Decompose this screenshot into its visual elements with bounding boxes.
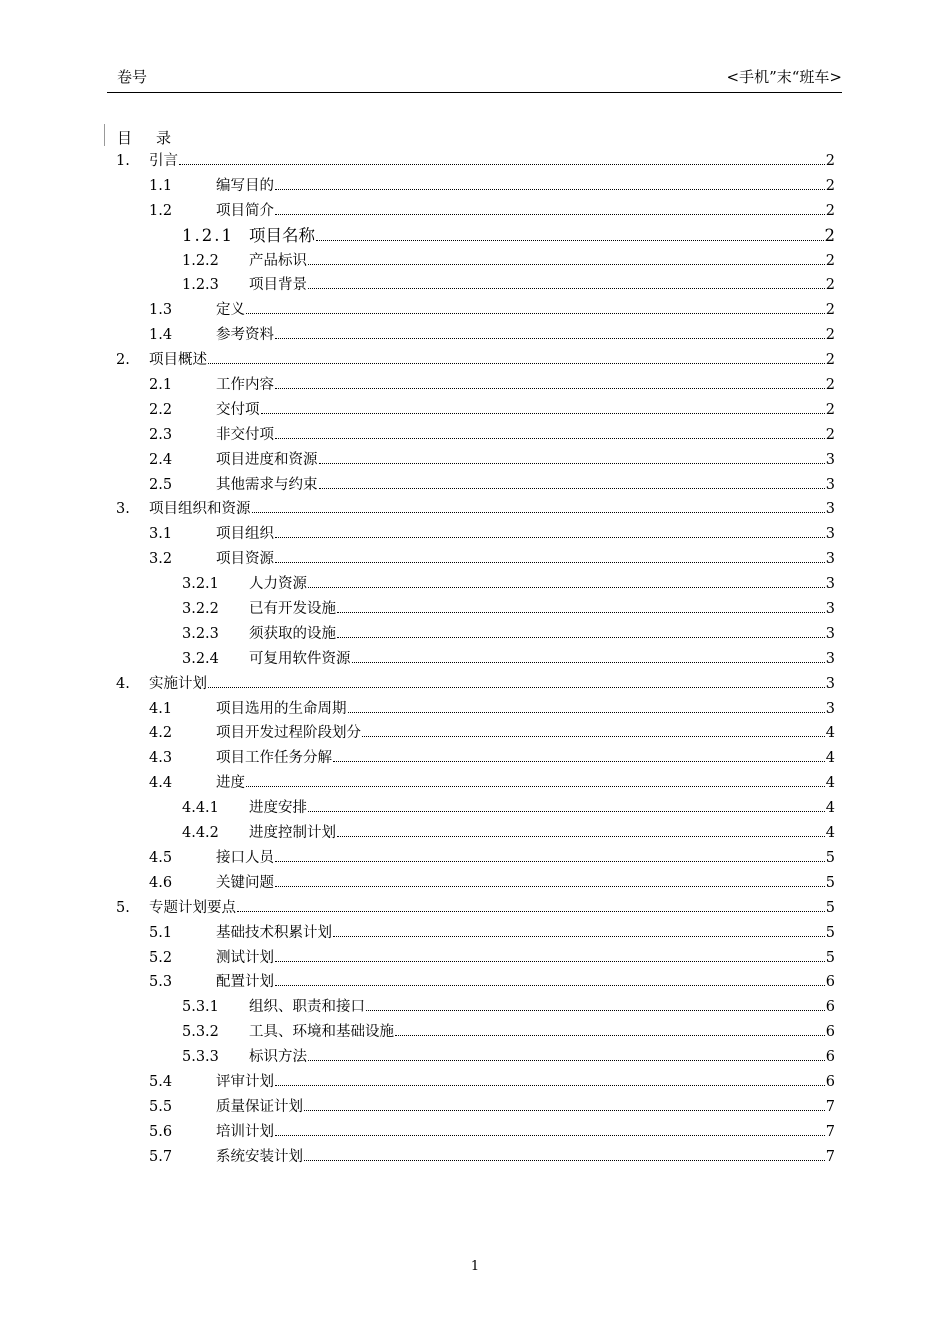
- toc-dot-leader: [308, 1060, 825, 1061]
- toc-entry-number: 3.2: [149, 551, 173, 568]
- toc-entry-number: 5.3.1: [182, 999, 219, 1016]
- toc-entry-page: 7: [825, 1098, 835, 1115]
- toc-entry-page: 3: [825, 576, 835, 593]
- toc-entry-line: [216, 448, 835, 473]
- toc-entry-title[interactable]: 引言: [149, 153, 178, 169]
- toc-entry-number: 4.1: [149, 700, 173, 717]
- toc-entry-number: 5.2: [149, 949, 173, 966]
- toc-entry-number: 3.1: [149, 526, 173, 543]
- toc-heading: 目录: [117, 129, 196, 147]
- toc-entry-title[interactable]: 项目进度和资源: [216, 451, 318, 468]
- toc-entry-line: [249, 273, 835, 298]
- toc-entry[interactable]: [0, 298, 950, 323]
- toc-entry[interactable]: [0, 1045, 950, 1070]
- header-volume-label: 卷号: [117, 68, 148, 86]
- toc-dot-leader: [275, 861, 825, 862]
- toc-entry-number: 5.7: [149, 1148, 173, 1165]
- toc-entry-line: [216, 921, 835, 946]
- page-number: 1: [470, 1259, 480, 1274]
- toc-entry-number: 2.5: [149, 476, 173, 493]
- toc-entry[interactable]: [0, 497, 950, 522]
- toc-dot-leader: [337, 836, 825, 837]
- toc-entry-title[interactable]: 须获取的设施: [249, 625, 336, 642]
- toc-entry[interactable]: [0, 473, 950, 498]
- toc-entry-title[interactable]: 质量保证计划: [216, 1098, 303, 1115]
- toc-entry[interactable]: [0, 622, 950, 647]
- toc-entry-number: 4.2: [149, 725, 173, 742]
- toc-entry[interactable]: [0, 398, 950, 423]
- toc-entry[interactable]: [0, 1120, 950, 1145]
- toc-entry-page: 6: [825, 974, 835, 991]
- toc-dot-leader: [237, 911, 825, 912]
- table-of-contents: [0, 149, 950, 1170]
- toc-entry-line: [216, 771, 835, 796]
- toc-entry[interactable]: [0, 597, 950, 622]
- toc-entry-line: [249, 796, 835, 821]
- toc-entry-number: 3.: [116, 501, 130, 518]
- toc-entry-line: [216, 1095, 835, 1120]
- toc-entry-number: 4.5: [149, 849, 173, 866]
- toc-entry-page: 3: [825, 625, 835, 642]
- toc-dot-leader: [308, 587, 825, 588]
- toc-entry-line: [216, 174, 835, 199]
- toc-dot-leader: [362, 736, 825, 737]
- page-header: [107, 64, 842, 93]
- toc-entry-number: 4.4.1: [182, 800, 219, 817]
- toc-entry-line: [216, 871, 835, 896]
- toc-entry-title[interactable]: 项目简介: [216, 202, 274, 219]
- toc-dot-leader: [275, 438, 825, 439]
- toc-entry-title[interactable]: 人力资源: [249, 576, 307, 593]
- toc-entry-line: [249, 597, 835, 622]
- toc-entry-number: 5.5: [149, 1098, 173, 1115]
- toc-entry[interactable]: [0, 1095, 950, 1120]
- toc-dot-leader: [333, 761, 825, 762]
- toc-entry-line: [216, 199, 835, 224]
- toc-entry-line: [216, 1145, 835, 1170]
- toc-entry-page: 2: [824, 225, 835, 245]
- toc-entry-line: [216, 323, 835, 348]
- toc-entry-page: 3: [825, 675, 835, 692]
- toc-entry-title[interactable]: 测试计划: [216, 949, 274, 966]
- toc-dot-leader: [275, 562, 825, 563]
- toc-entry-line: [249, 249, 835, 274]
- toc-dot-leader: [304, 1110, 825, 1111]
- toc-dot-leader: [246, 313, 825, 314]
- toc-entry-line: [216, 398, 835, 423]
- toc-dot-leader: [275, 886, 825, 887]
- header-document-title: <手机”末“班车>: [726, 68, 842, 86]
- toc-dot-leader: [246, 786, 825, 787]
- toc-entry[interactable]: [0, 697, 950, 722]
- toc-entry-page: 3: [825, 650, 835, 667]
- toc-entry-page: 6: [825, 1049, 835, 1066]
- toc-entry-title[interactable]: 可复用软件资源: [249, 650, 351, 667]
- toc-entry[interactable]: [0, 771, 950, 796]
- toc-entry[interactable]: [0, 821, 950, 846]
- toc-entry-page: 2: [825, 302, 835, 319]
- toc-entry-line: [216, 746, 835, 771]
- toc-entry[interactable]: [0, 174, 950, 199]
- toc-entry-title[interactable]: 参考资料: [216, 327, 274, 344]
- toc-dot-leader: [337, 637, 825, 638]
- toc-entry-line: [149, 149, 835, 174]
- toc-entry-number: 3.2.4: [182, 650, 219, 667]
- toc-entry[interactable]: [0, 224, 950, 249]
- toc-entry[interactable]: [0, 946, 950, 971]
- toc-entry-page: 2: [825, 352, 835, 369]
- toc-entry-page: 2: [825, 252, 835, 269]
- toc-entry-number: 1.2.1: [182, 225, 234, 245]
- toc-entry-number: 4.6: [149, 874, 173, 891]
- toc-dot-leader: [179, 164, 825, 165]
- toc-entry-line: [249, 224, 835, 249]
- toc-entry-number: 5.3.3: [182, 1049, 219, 1066]
- toc-entry-title[interactable]: 其他需求与约束: [216, 476, 318, 493]
- toc-entry[interactable]: [0, 746, 950, 771]
- toc-entry-line: [149, 896, 835, 921]
- toc-entry-line: [216, 970, 835, 995]
- toc-entry-title[interactable]: 非交付项: [216, 426, 274, 443]
- toc-dot-leader: [275, 338, 825, 339]
- toc-entry-page: 4: [825, 750, 835, 767]
- toc-entry-page: 3: [825, 501, 835, 518]
- toc-entry-line: [249, 1045, 835, 1070]
- toc-entry-title[interactable]: 组织、职责和接口: [249, 999, 365, 1016]
- toc-entry-number: 3.2.1: [182, 576, 219, 593]
- toc-entry-line: [216, 846, 835, 871]
- toc-entry-page: 5: [825, 924, 835, 941]
- toc-entry-page: 3: [825, 700, 835, 717]
- toc-dot-leader: [316, 240, 824, 241]
- toc-entry[interactable]: [0, 871, 950, 896]
- toc-entry-line: [249, 1020, 835, 1045]
- toc-entry-title[interactable]: 评审计划: [216, 1073, 274, 1090]
- toc-entry-number: 1.: [116, 153, 130, 169]
- toc-entry-number: 3.2.3: [182, 625, 219, 642]
- toc-entry-title[interactable]: 项目选用的生命周期: [216, 700, 347, 717]
- toc-dot-leader: [395, 1035, 825, 1036]
- toc-entry-number: 2.3: [149, 426, 173, 443]
- toc-dot-leader: [319, 488, 825, 489]
- toc-entry-title[interactable]: 培训计划: [216, 1123, 274, 1140]
- toc-entry-title[interactable]: 产品标识: [249, 252, 307, 269]
- toc-entry-title[interactable]: 编写目的: [216, 177, 274, 194]
- toc-entry-line: [249, 995, 835, 1020]
- toc-dot-leader: [275, 1085, 825, 1086]
- toc-entry-title[interactable]: 专题计划要点: [149, 899, 236, 916]
- toc-entry-number: 4.4.2: [182, 825, 219, 842]
- toc-entry-title[interactable]: 关键问题: [216, 874, 274, 891]
- toc-entry-line: [249, 572, 835, 597]
- toc-entry-title[interactable]: 接口人员: [216, 849, 274, 866]
- toc-entry-page: 3: [825, 526, 835, 543]
- toc-entry-number: 4.3: [149, 750, 173, 767]
- toc-entry-title[interactable]: 基础技术积累计划: [216, 924, 332, 941]
- toc-entry[interactable]: [0, 1070, 950, 1095]
- toc-entry[interactable]: [0, 448, 950, 473]
- toc-entry-page: 3: [825, 601, 835, 618]
- toc-entry-title[interactable]: 进度: [216, 775, 245, 792]
- toc-entry-page: 7: [825, 1123, 835, 1140]
- toc-dot-leader: [275, 214, 825, 215]
- toc-entry[interactable]: [0, 273, 950, 298]
- toc-entry-line: [216, 697, 835, 722]
- toc-entry-title[interactable]: 进度控制计划: [249, 825, 336, 842]
- toc-entry-line: [249, 821, 835, 846]
- toc-dot-leader: [208, 687, 825, 688]
- toc-entry-page: 5: [825, 849, 835, 866]
- toc-entry-page: 2: [825, 327, 835, 344]
- toc-entry-title[interactable]: 项目工作任务分解: [216, 750, 332, 767]
- toc-entry-page: 2: [825, 377, 835, 394]
- toc-entry-title[interactable]: 定义: [216, 302, 245, 319]
- toc-entry-title[interactable]: 标识方法: [249, 1049, 307, 1066]
- toc-entry-number: 3.2.2: [182, 601, 219, 618]
- toc-entry-line: [149, 348, 835, 373]
- toc-entry[interactable]: [0, 672, 950, 697]
- toc-entry[interactable]: [0, 348, 950, 373]
- toc-entry[interactable]: [0, 547, 950, 572]
- toc-entry-line: [216, 298, 835, 323]
- toc-dot-leader: [333, 936, 825, 937]
- toc-entry-page: 6: [825, 1073, 835, 1090]
- toc-entry-title[interactable]: 项目资源: [216, 551, 274, 568]
- toc-dot-leader: [261, 413, 825, 414]
- toc-entry-line: [216, 373, 835, 398]
- toc-entry[interactable]: [0, 995, 950, 1020]
- toc-dot-leader: [352, 662, 825, 663]
- toc-entry-number: 2.: [116, 352, 130, 369]
- toc-dot-leader: [348, 712, 825, 713]
- toc-entry-title[interactable]: 项目概述: [149, 352, 207, 369]
- toc-entry[interactable]: [0, 199, 950, 224]
- toc-entry-line: [216, 1070, 835, 1095]
- toc-entry[interactable]: [0, 522, 950, 547]
- toc-entry-page: 4: [825, 725, 835, 742]
- toc-entry-line: [216, 547, 835, 572]
- toc-entry-page: 5: [825, 949, 835, 966]
- toc-entry-number: 4.: [116, 675, 130, 692]
- toc-entry-number: 2.2: [149, 401, 173, 418]
- toc-dot-leader: [308, 264, 825, 265]
- toc-entry-line: [216, 721, 835, 746]
- toc-entry-title[interactable]: 项目开发过程阶段划分: [216, 725, 361, 742]
- toc-entry[interactable]: [0, 149, 950, 174]
- toc-entry-number: 4.4: [149, 775, 173, 792]
- toc-entry-page: 4: [825, 775, 835, 792]
- toc-entry-line: [216, 1120, 835, 1145]
- toc-entry[interactable]: [0, 423, 950, 448]
- toc-entry[interactable]: [0, 572, 950, 597]
- toc-entry-number: 5.6: [149, 1123, 173, 1140]
- toc-entry-number: 1.3: [149, 302, 173, 319]
- toc-entry[interactable]: [0, 1145, 950, 1170]
- toc-dot-leader: [319, 463, 825, 464]
- toc-entry-page: 2: [825, 177, 835, 194]
- toc-entry-title[interactable]: 已有开发设施: [249, 601, 336, 618]
- toc-entry-number: 1.2.2: [182, 252, 219, 269]
- toc-entry-line: [216, 946, 835, 971]
- toc-dot-leader: [275, 961, 825, 962]
- toc-entry-title[interactable]: 系统安装计划: [216, 1148, 303, 1165]
- toc-entry-page: 2: [825, 401, 835, 418]
- toc-dot-leader: [304, 1160, 825, 1161]
- toc-entry-title[interactable]: 配置计划: [216, 974, 274, 991]
- toc-dot-leader: [275, 1135, 825, 1136]
- toc-entry[interactable]: [0, 896, 950, 921]
- toc-entry-title[interactable]: 进度安排: [249, 800, 307, 817]
- toc-dot-leader: [275, 985, 825, 986]
- toc-entry-number: 5.3.2: [182, 1024, 219, 1041]
- toc-entry-page: 6: [825, 999, 835, 1016]
- toc-entry-title[interactable]: 工具、环境和基础设施: [249, 1024, 394, 1041]
- toc-dot-leader: [275, 388, 825, 389]
- toc-dot-leader: [275, 189, 825, 190]
- toc-entry-page: 7: [825, 1148, 835, 1165]
- toc-entry-line: [249, 622, 835, 647]
- toc-entry-number: 1.2: [149, 202, 173, 219]
- toc-entry-title[interactable]: 项目组织和资源: [149, 501, 251, 518]
- toc-entry[interactable]: [0, 373, 950, 398]
- toc-entry-page: 5: [825, 899, 835, 916]
- toc-entry-page: 4: [825, 800, 835, 817]
- toc-entry[interactable]: [0, 323, 950, 348]
- toc-entry-title[interactable]: 项目背景: [249, 277, 307, 294]
- toc-entry-line: [149, 672, 835, 697]
- toc-entry-page: 2: [825, 202, 835, 219]
- toc-entry[interactable]: [0, 647, 950, 672]
- toc-entry-number: 2.4: [149, 451, 173, 468]
- toc-entry-title[interactable]: 项目组织: [216, 526, 274, 543]
- toc-entry-number: 5.: [116, 899, 130, 916]
- toc-entry-number: 1.2.3: [182, 277, 219, 294]
- toc-dot-leader: [252, 512, 825, 513]
- toc-entry[interactable]: [0, 921, 950, 946]
- toc-entry[interactable]: [0, 796, 950, 821]
- toc-entry[interactable]: [0, 970, 950, 995]
- toc-entry-number: 1.4: [149, 327, 173, 344]
- text-cursor: [104, 124, 105, 146]
- toc-entry[interactable]: [0, 249, 950, 274]
- toc-entry-number: 5.4: [149, 1073, 173, 1090]
- toc-entry-number: 5.3: [149, 974, 173, 991]
- toc-entry[interactable]: [0, 846, 950, 871]
- toc-entry-title[interactable]: 工作内容: [216, 377, 274, 394]
- toc-entry-line: [216, 423, 835, 448]
- toc-entry-line: [216, 473, 835, 498]
- toc-entry-title[interactable]: 实施计划: [149, 675, 207, 692]
- toc-entry-number: 2.1: [149, 377, 173, 394]
- toc-entry-line: [216, 522, 835, 547]
- toc-entry-number: 5.1: [149, 924, 173, 941]
- toc-entry-number: 1.1: [149, 177, 173, 194]
- toc-dot-leader: [366, 1010, 825, 1011]
- toc-dot-leader: [337, 612, 825, 613]
- toc-dot-leader: [308, 811, 825, 812]
- toc-dot-leader: [308, 288, 825, 289]
- toc-entry-line: [149, 497, 835, 522]
- toc-entry[interactable]: [0, 721, 950, 746]
- toc-entry-page: 2: [825, 153, 835, 169]
- toc-entry-page: 3: [825, 476, 835, 493]
- toc-entry-title[interactable]: 项目名称: [249, 225, 315, 245]
- toc-entry-page: 2: [825, 277, 835, 294]
- toc-entry-line: [249, 647, 835, 672]
- toc-entry-page: 3: [825, 551, 835, 568]
- toc-entry-page: 4: [825, 825, 835, 842]
- toc-entry-page: 2: [825, 426, 835, 443]
- toc-entry-page: 5: [825, 874, 835, 891]
- toc-entry[interactable]: [0, 1020, 950, 1045]
- toc-entry-page: 3: [825, 451, 835, 468]
- toc-dot-leader: [208, 363, 825, 364]
- toc-entry-page: 6: [825, 1024, 835, 1041]
- toc-dot-leader: [275, 537, 825, 538]
- toc-entry-title[interactable]: 交付项: [216, 401, 260, 418]
